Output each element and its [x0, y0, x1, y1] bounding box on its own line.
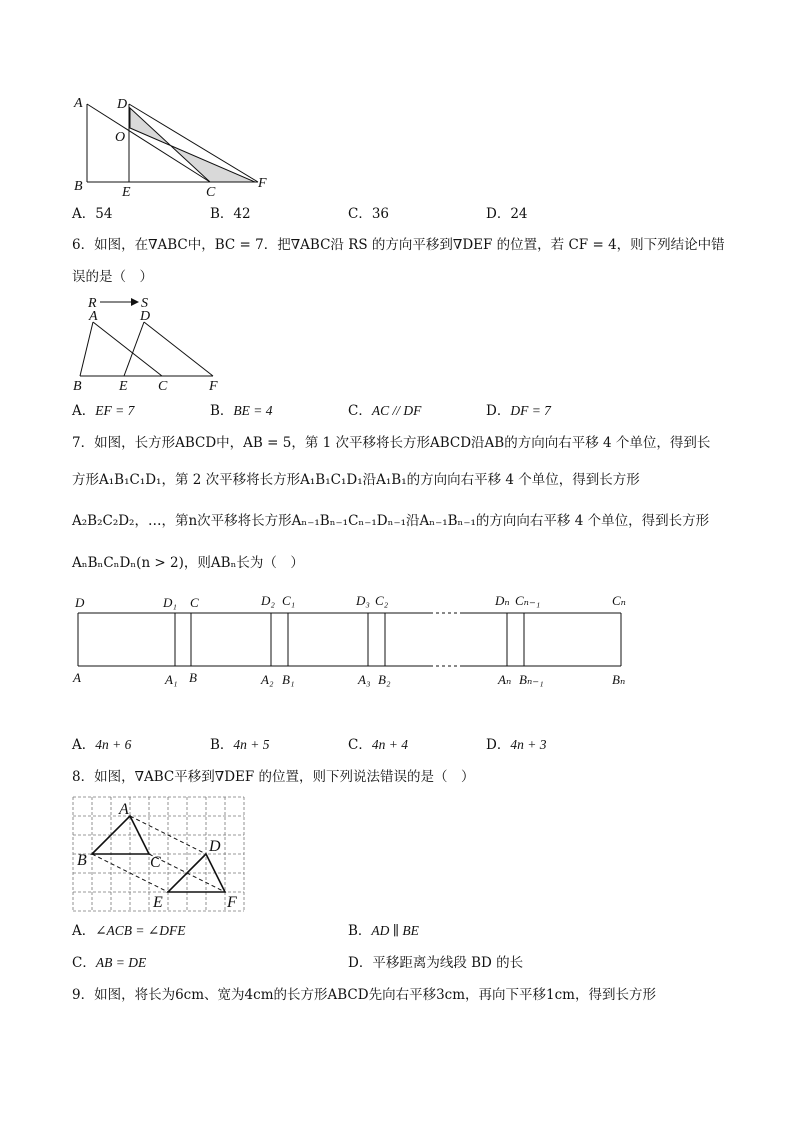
label-B: B	[74, 179, 83, 194]
top-label-Cn-1: Cₙ₋₁	[515, 593, 541, 608]
label-A: A	[119, 801, 129, 818]
bottom-label-B1: B₁	[282, 672, 295, 687]
q6-text-line2: 误的是（ ）	[72, 269, 153, 285]
q7-text-line1: 7．如图，长方形ABCD中，AB = 5，第 1 次平移将长方形ABCD沿AB的方向向右平移 4 个单位，得到长	[72, 435, 711, 451]
q8-option-c: C．AB = DE	[72, 955, 147, 971]
label-E: E	[153, 894, 163, 911]
label-C: C	[150, 854, 161, 871]
q9-text-line1: 9．如图，将长为6cm、宽为4cm的长方形ABCD先向右平移3cm，再向下平移1cm，得到长方形	[72, 987, 656, 1003]
q7-option-c: C．4n + 4	[348, 737, 408, 753]
label-C: C	[206, 185, 216, 200]
bottom-label-Bn: Bₙ	[612, 672, 626, 687]
q6-option-c: C．AC // DF	[348, 403, 422, 419]
label-O: O	[115, 130, 126, 145]
label-A: A	[89, 309, 98, 324]
label-R: R	[88, 296, 97, 311]
top-label-C: C	[190, 595, 199, 610]
bottom-label-B2: B₂	[378, 672, 391, 687]
top-label-Cn: Cₙ	[612, 593, 626, 608]
bottom-label-B: B	[189, 670, 197, 685]
q5-option-a: A．54	[72, 206, 113, 222]
bottom-label-An: Aₙ	[498, 672, 512, 687]
label-C: C	[158, 379, 168, 394]
q5-option-d: D．24	[486, 206, 528, 222]
q5-option-b: B．42	[210, 206, 251, 222]
q8-option-a: A．∠ACB = ∠DFE	[72, 923, 186, 939]
q6-option-a: A．EF = 7	[72, 403, 135, 419]
bottom-label-A1: A₁	[165, 672, 178, 687]
label-E: E	[122, 185, 131, 200]
label-B: B	[73, 379, 82, 394]
bottom-label-A2: A₂	[261, 672, 274, 687]
q6-option-d: D．DF = 7	[486, 403, 551, 419]
bottom-label-A: A	[73, 670, 81, 685]
triangle-DEF	[168, 854, 225, 892]
bottom-label-Bn-1: Bₙ₋₁	[519, 672, 544, 687]
top-label-D3: D₃	[356, 593, 370, 608]
top-label-D1: D₁	[163, 595, 177, 610]
q6-text-line1: 6．如图，在∇ABC中，BC = 7．把∇ABC沿 RS 的方向平移到∇DEF 的位置，若 CF = 4，则下列结论中错	[72, 237, 725, 253]
bottom-label-A3: A₃	[358, 672, 371, 687]
top-label-Dn: Dₙ	[495, 593, 510, 608]
label-B: B	[77, 852, 87, 869]
q7-option-d: D．4n + 3	[486, 737, 547, 753]
q6-option-b: B．BE = 4	[210, 403, 273, 419]
q7-option-b: B．4n + 5	[210, 737, 270, 753]
label-F: F	[227, 894, 237, 911]
label-D: D	[209, 838, 221, 855]
q8-text-line1: 8．如图，∇ABC平移到∇DEF 的位置，则下列说法错误的是（ ）	[72, 769, 475, 785]
q8-option-b: B．AD ∥ BE	[348, 923, 419, 939]
label-E: E	[119, 379, 128, 394]
q7-text-line4: AₙBₙCₙDₙ(n > 2)，则ABₙ长为（ ）	[72, 555, 304, 571]
label-A: A	[74, 96, 83, 111]
top-label-D2: D₂	[261, 593, 275, 608]
label-F: F	[209, 379, 218, 394]
label-F: F	[258, 176, 267, 191]
q7-option-a: A．4n + 6	[72, 737, 132, 753]
top-label-C1: C₁	[282, 593, 296, 608]
label-D: D	[117, 97, 128, 112]
label-S: S	[141, 296, 148, 311]
top-label-D: D	[75, 595, 85, 610]
label-D: D	[140, 309, 151, 324]
top-label-C2: C₂	[375, 593, 389, 608]
q7-text-line3: A₂B₂C₂D₂，…，第n次平移将长方形Aₙ₋₁Bₙ₋₁Cₙ₋₁Dₙ₋₁沿Aₙ₋₁Bₙ₋₁的方向向右平移 4 个单位，得到长方形	[72, 513, 710, 529]
q7-text-line2: 方形A₁B₁C₁D₁，第 2 次平移将长方形A₁B₁C₁D₁沿A₁B₁的方向向右平移 4 个单位，得到长方形	[72, 472, 640, 488]
q5-option-c: C．36	[348, 206, 390, 222]
q8-option-d: D．平移距离为线段 BD 的长	[348, 955, 524, 971]
